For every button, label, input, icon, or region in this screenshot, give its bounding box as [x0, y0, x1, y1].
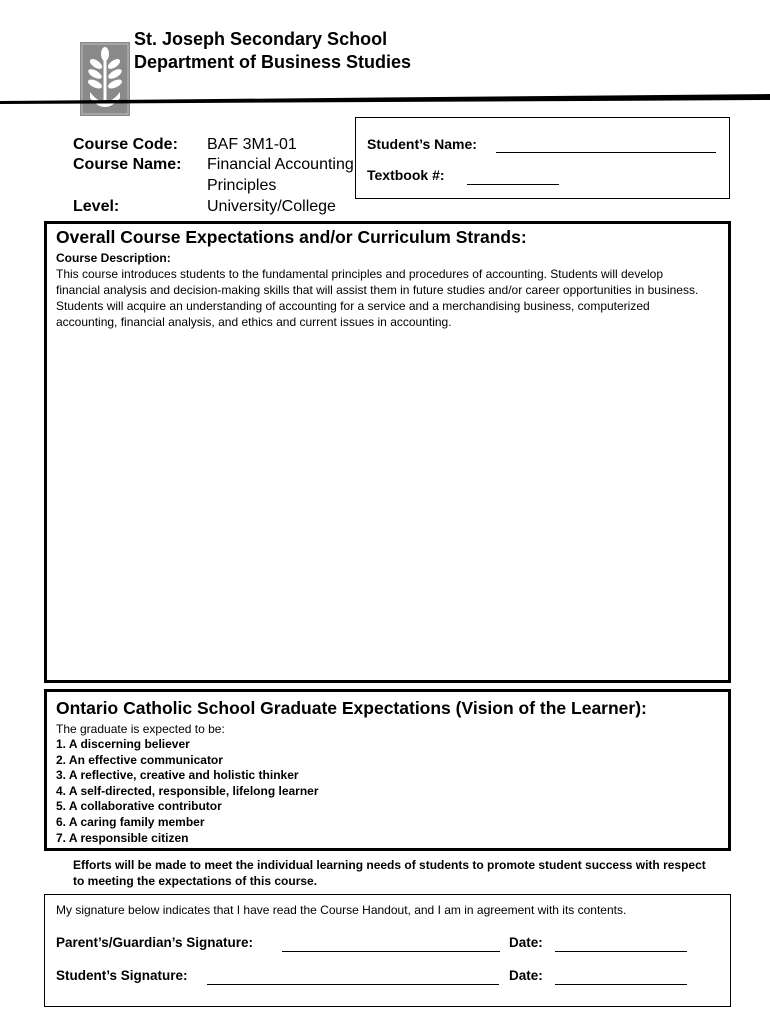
graduate-expectations-list [56, 737, 319, 846]
list-item: 4. A self-directed, responsible, lifelong learner [56, 783, 319, 798]
student-signature-field[interactable] [207, 984, 499, 985]
student-name-field[interactable] [496, 152, 716, 153]
parent-date-label: Date: [509, 935, 543, 950]
graduate-expectations-box [44, 689, 731, 851]
course-name-label: Course Name: [73, 156, 182, 173]
course-code-value: BAF 3M1-01 [207, 136, 297, 153]
textbook-number-field[interactable] [467, 184, 559, 185]
level-label: Level: [73, 198, 120, 215]
list-item: 3. A reflective, creative and holistic thinker [56, 768, 299, 783]
student-info-box [355, 117, 730, 199]
course-description-label: Course Description: [56, 251, 171, 265]
graduate-expectations-intro: The graduate is expected to be: [56, 722, 225, 736]
list-item: 7. A responsible citizen [56, 830, 189, 845]
level-value: University/College [207, 198, 336, 215]
signature-box [44, 894, 731, 1007]
course-name-value-line2: Principles [207, 177, 277, 194]
student-date-label: Date: [509, 968, 543, 983]
signature-statement: My signature below indicates that I have read the Course Handout, and I am in agreement with its contents. [56, 903, 627, 917]
student-signature-label: Student’s Signature: [56, 968, 188, 983]
student-date-field[interactable] [555, 984, 687, 985]
overall-expectations-box [44, 221, 731, 683]
efforts-note: Efforts will be made to meet the individual learning needs of students to promote student success with respect to meeting the expectations of this course. [73, 858, 706, 888]
school-name: St. Joseph Secondary School [134, 29, 388, 49]
course-code-label: Course Code: [73, 136, 178, 153]
list-item: 2. An effective communicator [56, 752, 223, 767]
graduate-expectations-title: Ontario Catholic School Graduate Expectations (Vision of the Learner): [56, 698, 647, 718]
list-item: 5. A collaborative contributor [56, 799, 222, 814]
list-item: 1. A discerning believer [56, 737, 190, 751]
student-name-label: Student’s Name: [367, 136, 477, 152]
department-name: Department of Business Studies [134, 52, 412, 72]
parent-signature-label: Parent’s/Guardian’s Signature: [56, 935, 254, 950]
textbook-number-label: Textbook #: [367, 167, 445, 183]
overall-expectations-title: Overall Course Expectations and/or Curriculum Strands: [56, 227, 527, 247]
course-description-text: This course introduces students to the fundamental principles and procedures of accounting. Students will develop financial analysis and decision-making skills that will assist them in future studies and/or career opportunities in business. Students will acquire an understanding of accounting for a service and a merchandising business, computerized accounting, financial analysis, and ethics and current issues in accounting. [56, 267, 699, 329]
parent-date-field[interactable] [555, 951, 687, 952]
course-name-value-line1: Financial Accounting [207, 156, 354, 173]
list-item: 6. A caring family member [56, 814, 205, 829]
parent-signature-field[interactable] [282, 951, 500, 952]
header-divider [0, 92, 770, 110]
